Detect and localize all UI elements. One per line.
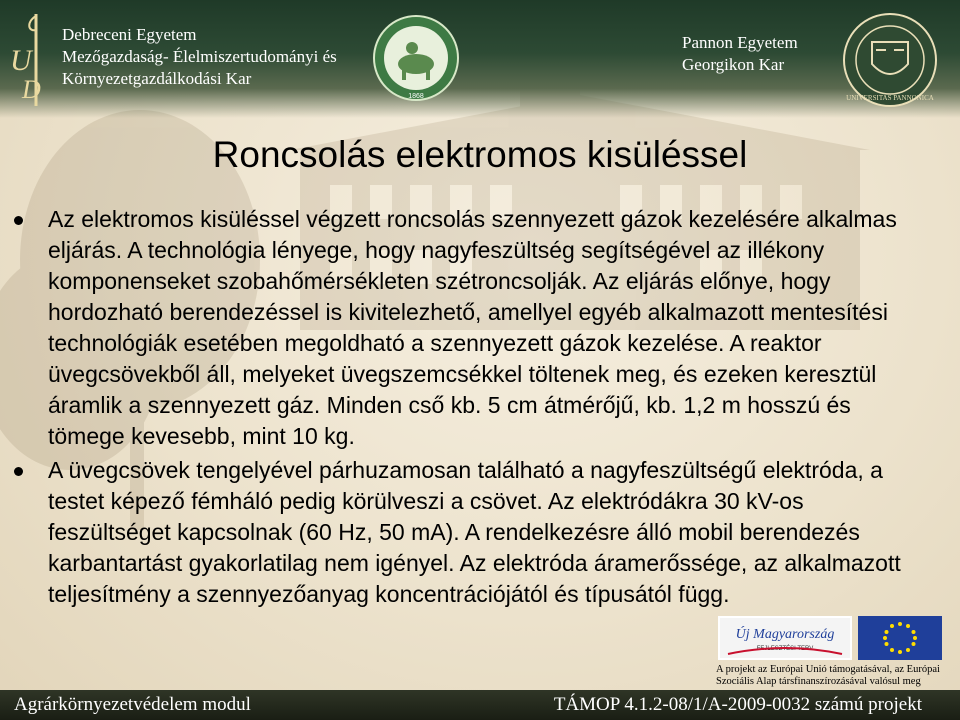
- footer-module-name: Agrárkörnyezetvédelem modul: [14, 694, 251, 715]
- agricultural-faculty-seal: [372, 14, 460, 102]
- bullet-text-2: A üvegcsövek tengelyével párhuzamosan található a nagyfeszültségű elektróda, a testet képező fémháló pedig körülveszi a csövet. Az elektródákra 30 kV-os feszültséget kapcsolnak (60 Hz, 50 mA). A rendelkezésre álló mobil berendezés karbantartást gyakorlatilag nem igényel. Az elektróda áramerőssége, az alkalmazott teljesítmény a szennyezőanyag koncentrációjától és típusától függ.: [48, 457, 901, 607]
- list-item: [14, 455, 914, 610]
- pannon-university-seal: [842, 12, 938, 108]
- bullet-text-1: Az elektromos kisüléssel végzett roncsolás szennyezett gázok kezelésére alkalmas eljárás. A technológia lényege, hogy nagyfeszültség segítségével az illékony komponenseket szobahőmérsékleten szétroncsolják. Az eljárás előnye, hogy hordozható berendezéssel is kivitelezhető, amellyel egyéb alkalmazott mentesítési technológiák esetében megoldható a szennyezett gázok kezelése. A reaktor üvegcsövekből áll, melyeket üvegszemcsékkel töltenek meg, és ezeken keresztül áramlik a szennyezett gáz. Minden cső kb. 5 cm átmérőjű, kb. 1,2 m hosszú és tömege kevesebb, mint 10 kg.: [48, 206, 897, 449]
- list-item: [14, 204, 914, 452]
- svg-text:U: U: [10, 44, 32, 77]
- left-institution-line1: Debreceni Egyetem: [62, 25, 197, 44]
- slide-title: Roncsolás elektromos kisüléssel: [212, 134, 748, 175]
- right-institution-name: [682, 32, 798, 76]
- ujm-subtitle: FEJLESZTÉSI TERV: [756, 646, 814, 652]
- svg-text:D: D: [22, 75, 41, 104]
- bullet-icon: [14, 216, 23, 225]
- bullet-list: [14, 204, 914, 613]
- right-institution-line1: Pannon Egyetem: [682, 33, 798, 52]
- footer-bar: [0, 690, 960, 720]
- left-institution-line2: Mezőgazdaság- Élelmiszertudományi és: [62, 47, 337, 66]
- eu-flag-icon: [858, 616, 942, 660]
- bullet-icon: [14, 467, 23, 476]
- debrecen-university-logo: [6, 10, 56, 110]
- uj-magyarorszag-logo: [718, 616, 852, 660]
- seal-inscription: UNIVERSITAS PANNONICA: [846, 94, 934, 102]
- eu-funding-note: A projekt az Európai Unió támogatásával, az Európai Szociális Alap társfinanszírozásával valósul meg: [716, 664, 940, 687]
- ujm-title: Új Magyarország: [735, 627, 835, 642]
- footer-project-id: TÁMOP 4.1.2-08/1/A-2009-0032 számú projekt: [553, 694, 922, 715]
- right-institution-line2: Georgikon Kar: [682, 55, 785, 74]
- header-banner: [0, 0, 960, 118]
- left-institution-name: [62, 24, 337, 90]
- left-institution-line3: Környezetgazdálkodási Kar: [62, 69, 252, 88]
- seal-year: 1868: [408, 93, 424, 100]
